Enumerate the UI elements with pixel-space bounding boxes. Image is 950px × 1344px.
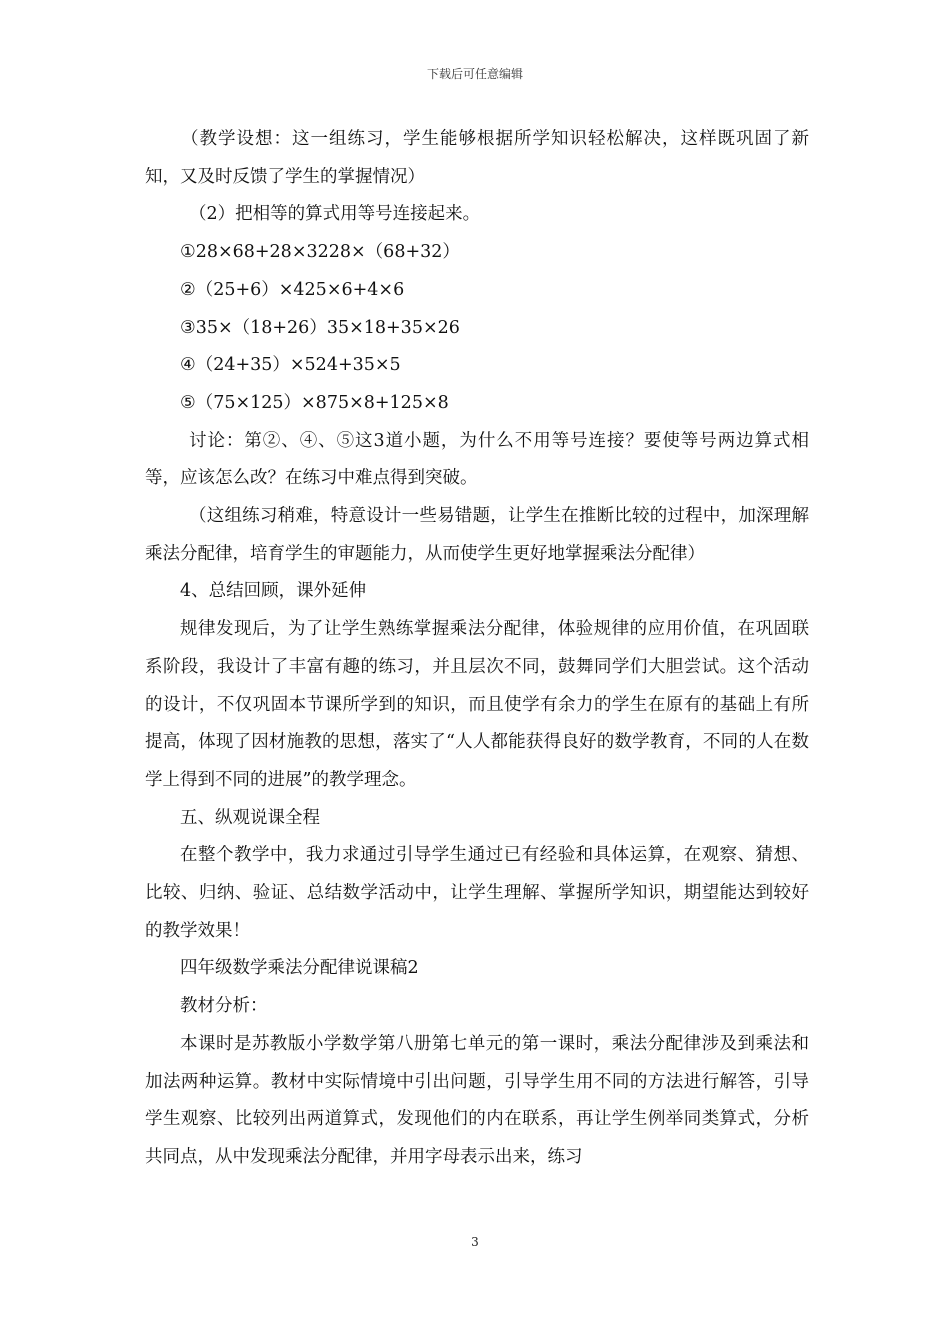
paragraph-exercise-2-title: （2）把相等的算式用等号连接起来。 [189, 204, 481, 225]
paragraph-equation-2: ②（25+6）×425×6+4×6 [180, 279, 405, 300]
paragraph-material-analysis-body: 本课时是苏教版小学数学第八册第七单元的第一课时，乘法分配律涉及到乘法和加法两种运算。教材中实际情境中引出问题，引导学生用不同的方法进行解答，引导学生观察、比较列出两道算式，发现他们的内在联系，再让学生例举同类算式，分析共同点，从中发现乘法分配律，并用字母表示出来，练习 [145, 1033, 809, 1167]
paragraph-equation-3: ③35×（18+26）35×18+35×26 [180, 317, 460, 338]
page-header: 下载后可任意编辑 [426, 67, 523, 81]
document-body [145, 121, 809, 1177]
paragraph-overview-body: 在整个教学中，我力求通过引导学生通过已有经验和具体运算，在观察、猜想、比较、归纳、验证、总结数学活动中，让学生理解、掌握所学知识，期望能达到较好的教学效果！ [145, 845, 809, 941]
page-number: 3 [471, 1235, 479, 1249]
paragraph-equation-1: ①28×68+28×3228×（68+32） [180, 242, 460, 263]
paragraph-equation-5: ⑤（75×125）×875×8+125×8 [180, 392, 449, 413]
document-subtitle: 四年级数学乘法分配律说课稿2 [180, 958, 419, 979]
paragraph-summary-body: 规律发现后，为了让学生熟练掌握乘法分配律，体验规律的应用价值，在巩固联系阶段，我设计了丰富有趣的练习，并且层次不同，鼓舞同学们大胆尝试。这个活动的设计，不仅巩固本节课所学到的知识，而且使学有余力的学生在原有的基础上有所提高，体现了因材施教的思想，落实了“人人都能获得良好的数学教育，不同的人在数学上得到不同的进展”的教学理念。 [145, 619, 809, 790]
section-heading-material-analysis: 教材分析： [180, 996, 268, 1017]
paragraph-discussion: 讨论：第②、④、⑤这3道小题，为什么不用等号连接？要使等号两边算式相等，应该怎么改？在练习中难点得到突破。 [145, 430, 809, 489]
section-heading-overview: 五、纵观说课全程 [180, 807, 320, 828]
section-heading-summary: 4、总结回顾，课外延伸 [180, 581, 367, 602]
paragraph-equation-4: ④（24+35）×524+35×5 [180, 355, 401, 376]
paragraph-teaching-idea-1: （教学设想：这一组练习，学生能够根据所学知识轻松解决，这样既巩固了新知，又及时反馈了学生的掌握情况） [145, 129, 809, 187]
paragraph-teaching-idea-2: （这组练习稍难，特意设计一些易错题，让学生在推断比较的过程中，加深理解乘法分配律，培育学生的审题能力，从而使学生更好地掌握乘法分配律） [145, 506, 809, 564]
